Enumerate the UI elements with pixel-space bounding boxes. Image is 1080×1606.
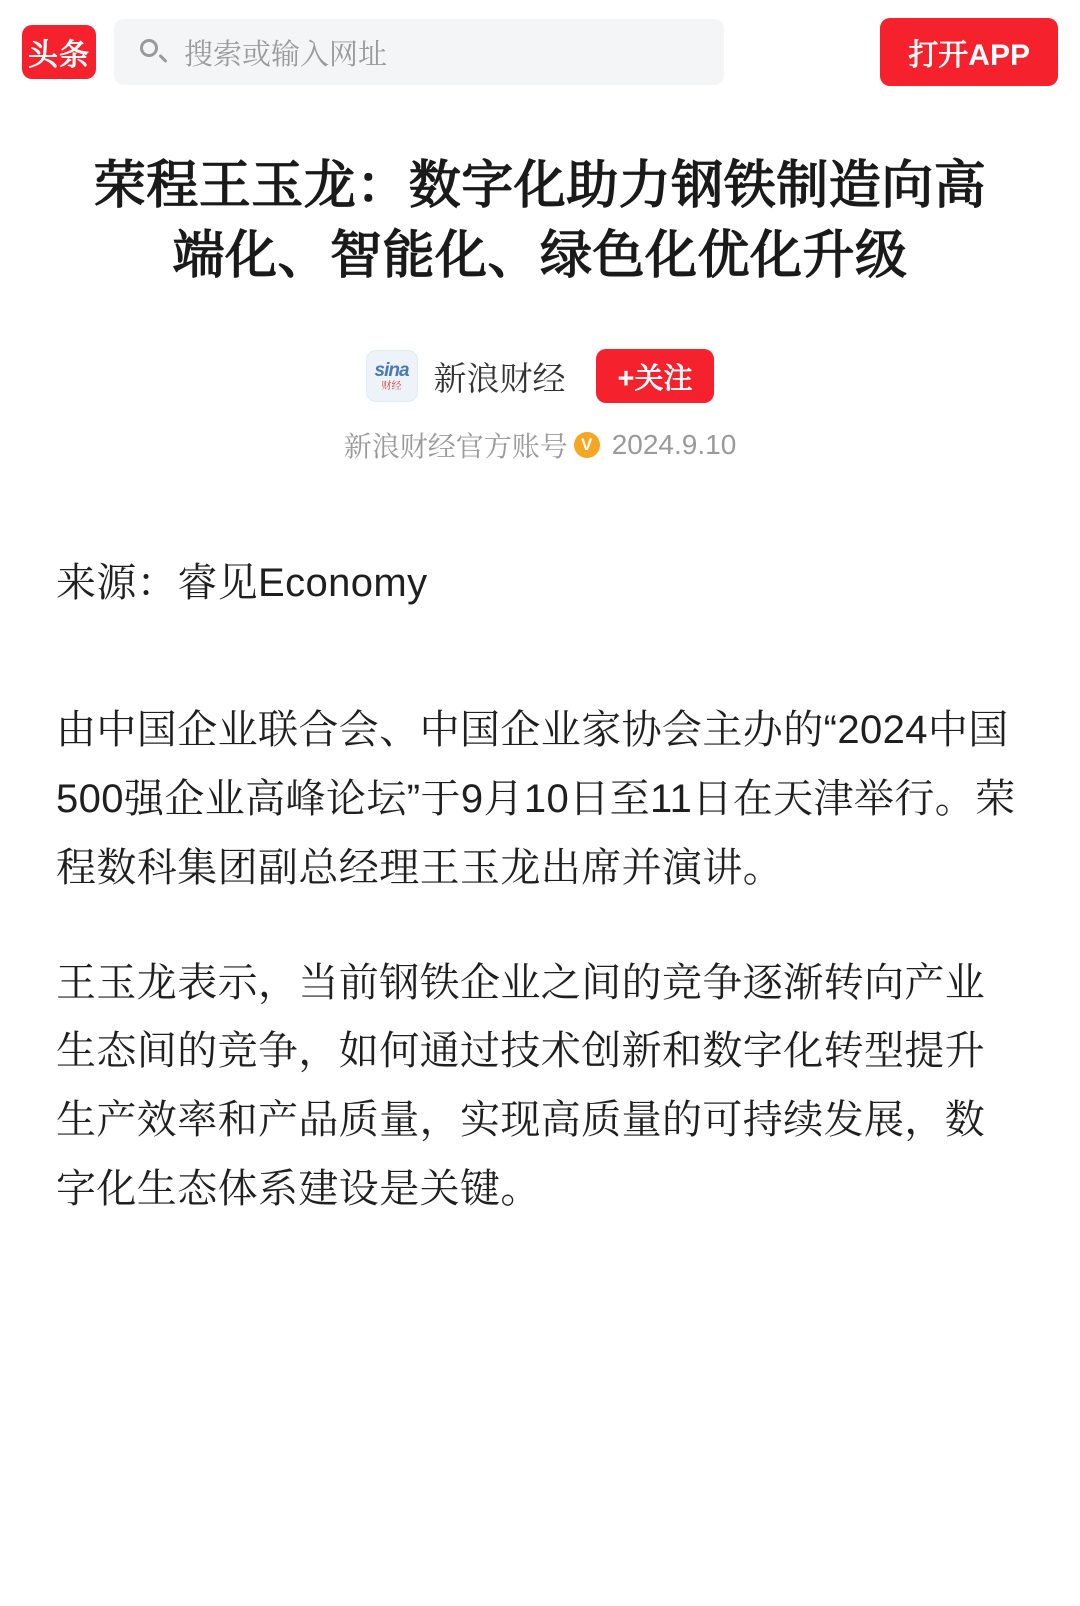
search-placeholder: 搜索或输入网址 xyxy=(184,38,388,71)
search-input[interactable] xyxy=(114,19,724,85)
byline-row xyxy=(366,349,715,403)
avatar-main-text: sina xyxy=(374,359,409,381)
search-icon xyxy=(138,37,168,67)
page-title: 荣程王玉龙：数字化助力钢铁制造向高端化、智能化、绿色化优化升级 xyxy=(93,157,987,285)
toutiao-logo[interactable]: 头条 xyxy=(22,25,96,79)
article-meta xyxy=(344,425,737,465)
article-body xyxy=(56,549,1024,1223)
account-description: 新浪财经官方账号 xyxy=(343,431,568,463)
byline xyxy=(56,349,1024,465)
open-app-button[interactable]: 打开APP xyxy=(880,18,1058,86)
article-container xyxy=(0,104,1080,1224)
top-bar xyxy=(0,0,1080,104)
paragraph-source: 来源：睿见Economy xyxy=(56,561,428,606)
avatar[interactable] xyxy=(366,350,418,402)
verified-badge-icon: V xyxy=(574,432,600,458)
avatar-sub-text: 财经 xyxy=(381,380,402,392)
paragraph-1: 由中国企业联合会、中国企业家协会主办的“2024中国500强企业高峰论坛”于9月10日至11日在天津举行。荣程数科集团副总经理王玉龙出席并演讲。 xyxy=(56,708,1016,890)
follow-button[interactable]: +关注 xyxy=(596,349,715,403)
paragraph-2: 王玉龙表示，当前钢铁企业之间的竞争逐渐转向产业生态间的竞争，如何通过技术创新和数字化转型提升生产效率和产品质量，实现高质量的可持续发展，数字化生态体系建设是关键。 xyxy=(56,960,986,1211)
author-name[interactable]: 新浪财经 xyxy=(433,359,566,397)
publish-date: 2024.9.10 xyxy=(611,429,737,461)
